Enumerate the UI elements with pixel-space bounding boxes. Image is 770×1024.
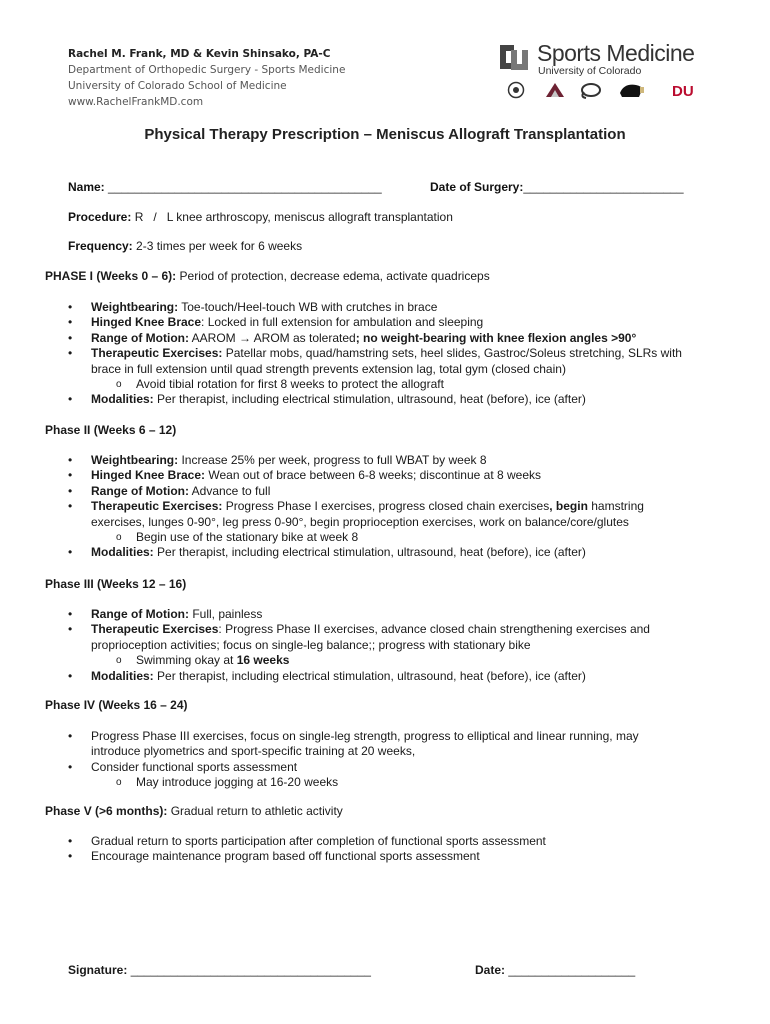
list-item: • Therapeutic Exercises: Progress Phase I exercises, progress closed chain exercises, begin hamstring exercises, lunges 0-90°, leg press 0-90°, begin proprioception exercises, work on balance/core/glutes o Begin use of the stationary bike at week 8 xyxy=(66,499,686,545)
name-row xyxy=(68,180,382,195)
header-school: University of Colorado School of Medicine xyxy=(68,80,287,92)
list-item: • Range of Motion: Advance to full xyxy=(66,484,686,499)
list-item: • Therapeutic Exercises: Progress Phase II exercises, advance closed chain strengthening exercises and proprioception activities; focus on single-leg balance;; progress with stationary bike o Swimming okay at 16 weeks xyxy=(66,622,686,668)
logo-subtitle: University of Colorado xyxy=(538,65,642,77)
date-label: Date: xyxy=(475,963,506,977)
soccer-ball-icon xyxy=(509,83,524,98)
list-item: • Weightbearing: Increase 25% per week, progress to full WBAT by week 8 xyxy=(66,453,686,468)
procedure-label: Procedure: xyxy=(68,210,132,224)
list-item: • Hinged Knee Brace: Locked in full extension for ambulation and sleeping xyxy=(66,315,686,330)
list-item: • Therapeutic Exercises: Patellar mobs, quad/hamstring sets, heel slides, Gastroc/Soleus stretching, SLRs with brace in full extension until quad strength prevents extension lag, total gym (closed chain) o Avoid tibial rotation for first 8 weeks to protect the allograft xyxy=(66,346,686,392)
list-item: • Consider functional sports assessment o May introduce jogging at 16-20 weeks xyxy=(66,760,686,791)
page-title: Physical Therapy Prescription – Meniscus Allograft Transplantation xyxy=(144,126,626,143)
mountain-a-logo-icon xyxy=(546,83,564,97)
phase4-list xyxy=(66,729,686,791)
list-item: • Hinged Knee Brace: Wean out of brace between 6-8 weeks; discontinue at 8 weeks xyxy=(66,468,686,483)
procedure-text: R / L knee arthroscopy, meniscus allograft transplantation xyxy=(134,210,453,224)
surgery-date-field[interactable]: ________________________ xyxy=(523,180,684,194)
logo-title: Sports Medicine xyxy=(537,40,695,66)
date-row xyxy=(475,963,635,977)
phase3-heading: Phase III (Weeks 12 – 16) xyxy=(45,577,187,591)
phase5-list xyxy=(66,834,686,865)
frequency-row xyxy=(68,239,302,254)
name-label: Name: xyxy=(68,180,105,194)
du-logo-icon xyxy=(672,83,694,100)
list-item: • Range of Motion: AAROM → AROM as tolerated; no weight-bearing with knee flexion angles >90° xyxy=(66,331,686,346)
sports-medicine-logo xyxy=(497,40,697,100)
phase1-list xyxy=(66,300,686,408)
signature-row xyxy=(68,963,371,977)
sub-item: o Begin use of the stationary bike at week 8 xyxy=(91,530,686,545)
name-field[interactable]: _________________________________________ xyxy=(108,180,382,194)
sub-item: o Swimming okay at 16 weeks xyxy=(91,653,686,668)
sub-item: o May introduce jogging at 16-20 weeks xyxy=(91,775,686,790)
phase1-heading xyxy=(45,269,490,284)
list-item: • Range of Motion: Full, painless xyxy=(66,607,686,622)
surgery-date-label: Date of Surgery: xyxy=(430,180,524,194)
cu-buffalo-icon xyxy=(620,85,644,97)
phase2-list xyxy=(66,453,686,561)
phase1-title: PHASE I (Weeks 0 – 6): xyxy=(45,269,177,283)
phase2-heading: Phase II (Weeks 6 – 12) xyxy=(45,423,177,437)
list-item: • Progress Phase III exercises, focus on single-leg strength, progress to elliptical and linear running, may introduce plyometrics and sport-specific training at 20 weeks, xyxy=(66,729,686,760)
date-field[interactable]: ___________________ xyxy=(508,963,636,977)
sub-item: o Avoid tibial rotation for first 8 weeks to protect the allograft xyxy=(91,377,686,392)
list-item: • Encourage maintenance program based off functional sports assessment xyxy=(66,849,686,864)
header-website: www.RachelFrankMD.com xyxy=(68,96,204,108)
list-item: • Modalities: Per therapist, including electrical stimulation, ultrasound, heat (before), ice (after) xyxy=(66,545,686,560)
header-authors: Rachel M. Frank, MD & Kevin Shinsako, PA-C xyxy=(68,48,331,60)
phase5-title: Phase V (>6 months): xyxy=(45,804,168,818)
list-item: • Modalities: Per therapist, including electrical stimulation, ultrasound, heat (before), ice (after) xyxy=(66,392,686,407)
frequency-text: 2-3 times per week for 6 weeks xyxy=(136,239,303,253)
mammoth-logo-icon xyxy=(582,84,600,98)
phase4-heading: Phase IV (Weeks 16 – 24) xyxy=(45,698,188,712)
surgery-date-row xyxy=(430,180,684,195)
list-item: • Modalities: Per therapist, including electrical stimulation, ultrasound, heat (before), ice (after) xyxy=(66,669,686,684)
phase3-list xyxy=(66,607,686,684)
frequency-label: Frequency: xyxy=(68,239,133,253)
phase5-desc: Gradual return to athletic activity xyxy=(170,804,343,818)
mascot-logos xyxy=(502,80,697,100)
list-item: • Gradual return to sports participation after completion of functional sports assessment xyxy=(66,834,686,849)
phase1-desc: Period of protection, decrease edema, activate quadriceps xyxy=(179,269,490,283)
phase5-heading xyxy=(45,804,343,819)
svg-text:DU: DU xyxy=(672,83,694,100)
cu-logo-icon xyxy=(497,40,531,74)
signature-label: Signature: xyxy=(68,963,128,977)
signature-field[interactable]: ____________________________________ xyxy=(130,963,371,977)
header-department: Department of Orthopedic Surgery - Sports Medicine xyxy=(68,64,346,76)
list-item: • Weightbearing: Toe-touch/Heel-touch WB with crutches in brace xyxy=(66,300,686,315)
procedure-row xyxy=(68,210,453,225)
